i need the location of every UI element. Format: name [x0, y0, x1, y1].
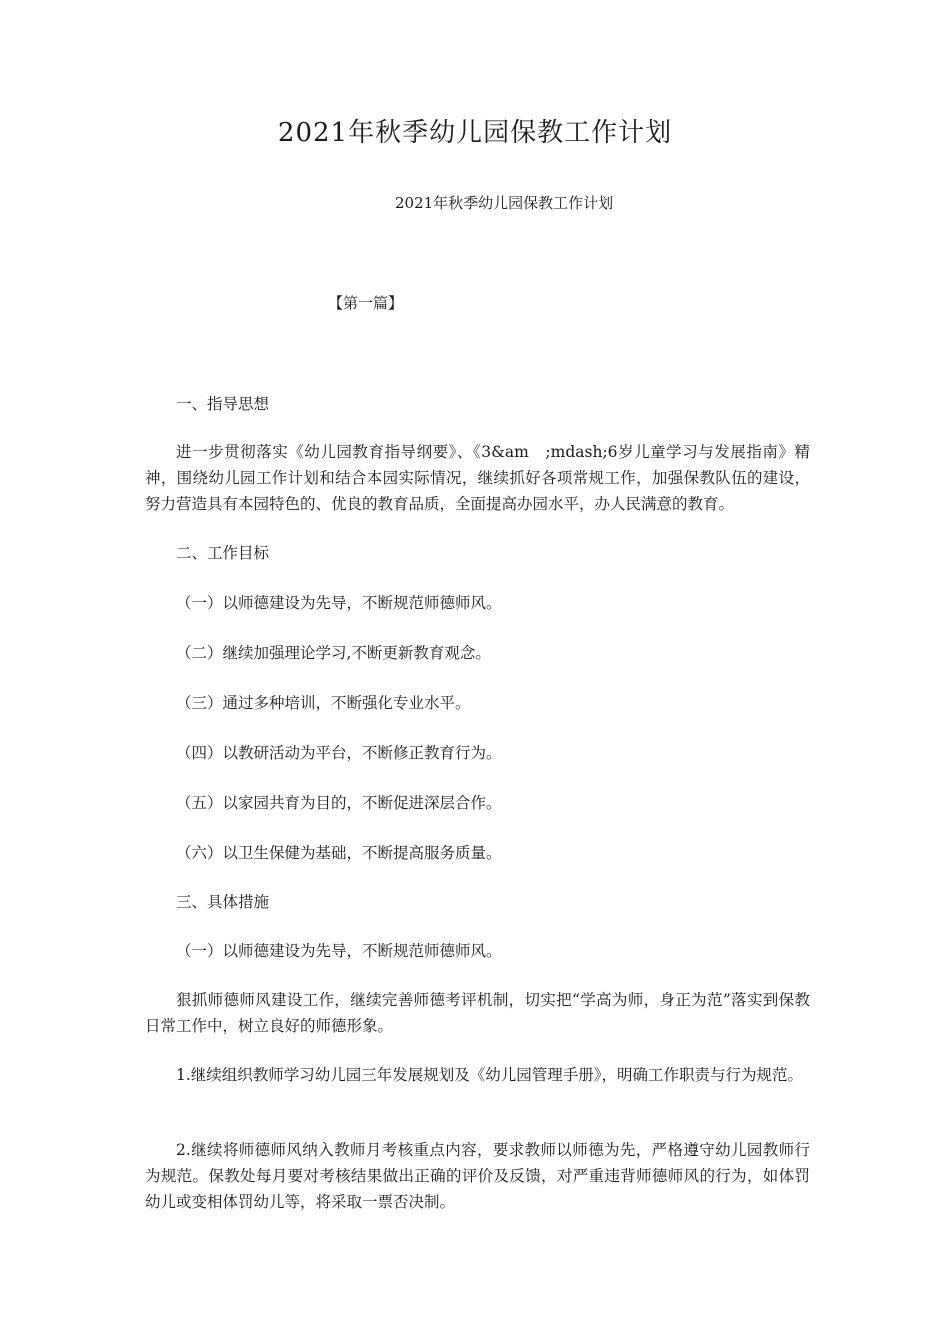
paragraph-measure-1: 1.继续组织教师学习幼儿园三年发展规划及《幼儿园管理手册》，明确工作职责与行为规范。 [176, 1066, 804, 1084]
goal-item: （三）通过多种培训，不断强化专业水平。 [176, 694, 471, 712]
section-mark: 【第一篇】 [328, 294, 404, 312]
heading-specific-measures: 三、具体措施 [176, 893, 270, 911]
document-subtitle: 2021年秋季幼儿园保教工作计划 [395, 194, 614, 212]
paragraph-measure-2: 2.继续将师德师风纳入教师月考核重点内容，要求教师以师德为先，严格遵守幼儿园教师行为规范。保教处每月要对考核结果做出正确的评价及反馈，对严重违背师德师风的行为，如体罚幼儿或变相体罚幼儿等，将采取一票否决制。 [145, 1141, 810, 1211]
goal-item: （六）以卫生保健为基础，不断提高服务质量。 [176, 844, 502, 862]
measure-item: （一）以师德建设为先导，不断规范师德师风。 [176, 942, 502, 960]
paragraph-ethics: 狠抓师德师风建设工作，继续完善师德考评机制，切实把“学高为师，身正为范”落实到保教日常工作中，树立良好的师德形象。 [145, 991, 810, 1035]
paragraph-guiding-ideology: 进一步贯彻落实《幼儿园教育指导纲要》、《3&am ;mdash;6岁儿童学习与发展指南》精神，围绕幼儿园工作计划和结合本园实际情况，继续抓好各项常规工作，加强保教队伍的建设，努力营造具有本园特色的、优良的教育品质，全面提高办园水平，办人民满意的教育。 [145, 443, 810, 513]
goal-item: （五）以家园共育为目的，不断促进深层合作。 [176, 794, 502, 812]
goal-item: （二）继续加强理论学习,不断更新教育观念。 [176, 644, 491, 662]
goal-item: （四）以教研活动为平台，不断修正教育行为。 [176, 744, 502, 762]
document-title: 2021年秋季幼儿园保教工作计划 [277, 118, 673, 148]
goal-item: （一）以师德建设为先导，不断规范师德师风。 [176, 594, 502, 612]
heading-work-goals: 二、工作目标 [176, 544, 270, 562]
heading-guiding-ideology: 一、指导思想 [176, 395, 270, 413]
